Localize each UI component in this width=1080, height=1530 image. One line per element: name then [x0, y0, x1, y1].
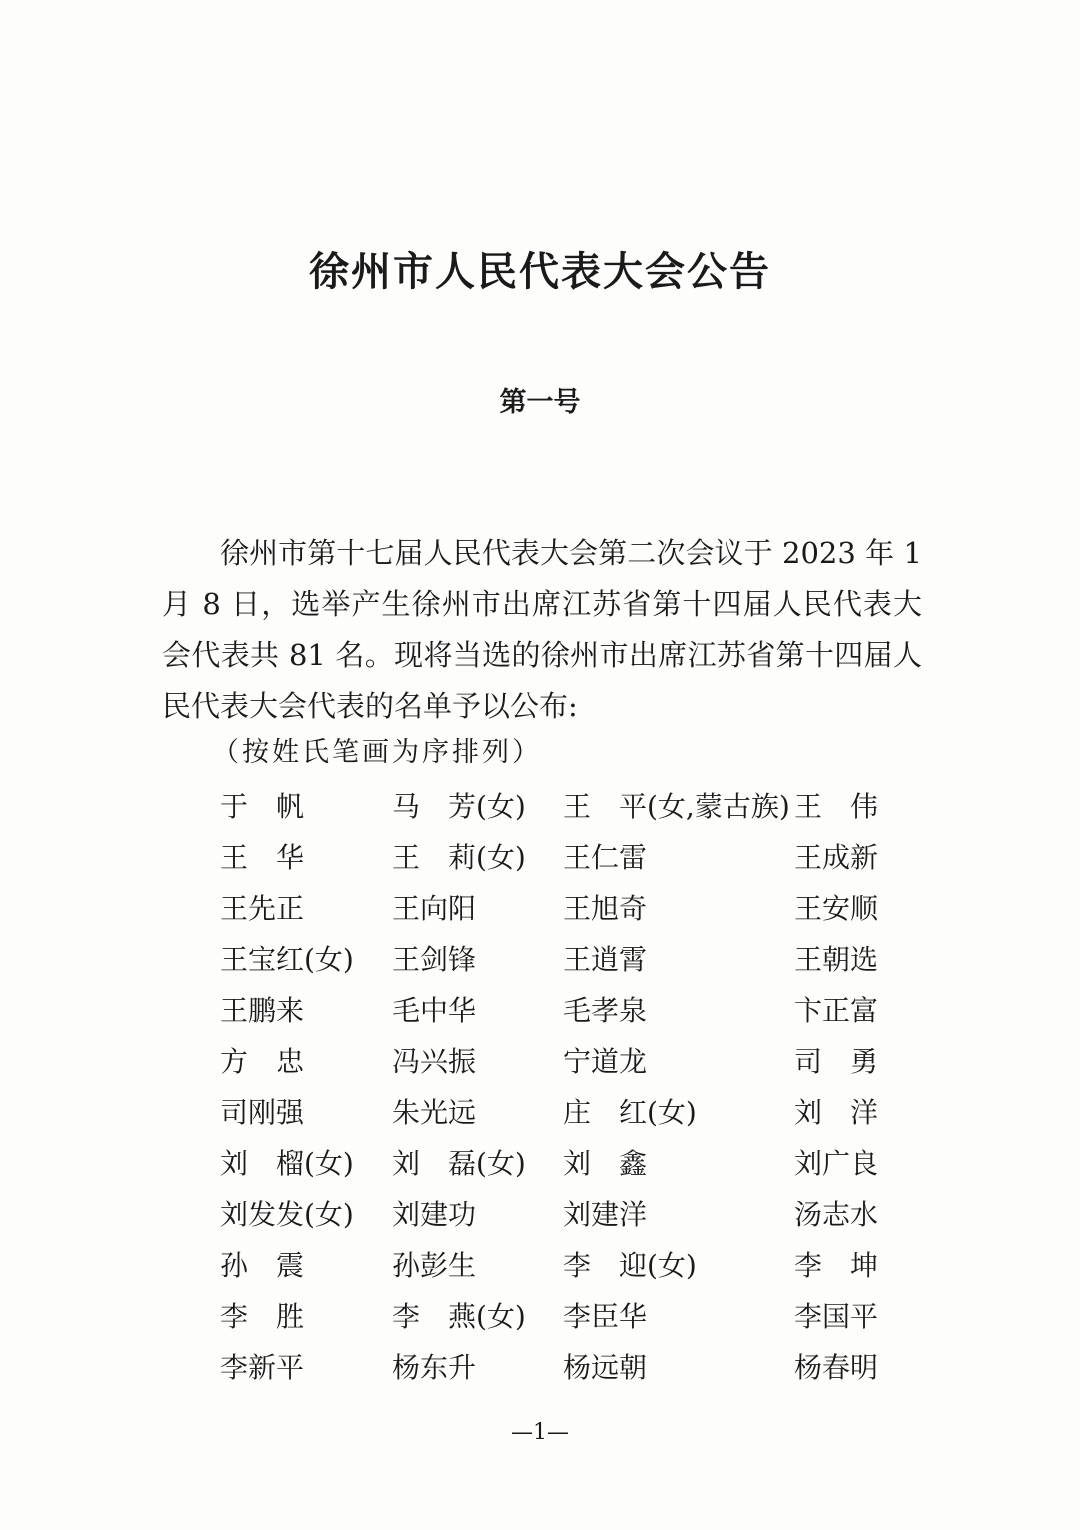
- name-row: [220, 938, 920, 989]
- representative-name: 于 帆: [220, 790, 305, 823]
- representative-name: 刘建功: [392, 1198, 477, 1231]
- representative-name: 王 华: [220, 841, 305, 874]
- representative-name: 司 勇: [794, 1045, 879, 1078]
- representative-name: 王向阳: [392, 892, 477, 925]
- representative-name: 王 莉(女): [392, 841, 526, 874]
- representative-name: 杨春明: [794, 1351, 879, 1384]
- representative-name: 司刚强: [220, 1096, 305, 1129]
- representative-name: 杨东升: [392, 1351, 477, 1384]
- representative-name: 刘 磊(女): [392, 1147, 526, 1180]
- representative-name: 孙彭生: [392, 1249, 477, 1282]
- representative-name: 王 平(女,蒙古族): [563, 790, 790, 823]
- representative-name: 李 燕(女): [392, 1300, 526, 1333]
- announcement-body: [162, 528, 922, 732]
- name-row: [220, 1040, 920, 1091]
- representative-name: 朱光远: [392, 1096, 477, 1129]
- name-row: [220, 1346, 920, 1397]
- representative-name: 王鹏来: [220, 994, 305, 1027]
- representative-name: 王安顺: [794, 892, 879, 925]
- representative-name: 刘广良: [794, 1147, 879, 1180]
- representative-name: 王宝红(女): [220, 943, 354, 976]
- ordering-note: （按姓氏笔画为序排列）: [212, 737, 542, 768]
- representative-name: 庄 红(女): [563, 1096, 697, 1129]
- representative-name: 刘 鑫: [563, 1147, 648, 1180]
- representative-name: 杨远朝: [563, 1351, 648, 1384]
- representative-name: 毛孝泉: [563, 994, 648, 1027]
- name-row: [220, 1193, 920, 1244]
- representative-name: 汤志水: [794, 1198, 879, 1231]
- representative-name: 毛中华: [392, 994, 477, 1027]
- representative-name: 刘建洋: [563, 1198, 648, 1231]
- representative-name: 刘 榴(女): [220, 1147, 354, 1180]
- representative-name: 王 伟: [794, 790, 879, 823]
- name-row: [220, 1142, 920, 1193]
- representative-name: 宁道龙: [563, 1045, 648, 1078]
- name-row: [220, 989, 920, 1040]
- representative-name: 刘发发(女): [220, 1198, 354, 1231]
- representative-name: 马 芳(女): [392, 790, 526, 823]
- representative-name: 王先正: [220, 892, 305, 925]
- document-title: 徐州市人民代表大会公告: [309, 248, 771, 295]
- representative-name: 王剑锋: [392, 943, 477, 976]
- page-number: —1—: [511, 1420, 569, 1445]
- representative-name: 李新平: [220, 1351, 305, 1384]
- representative-name: 王逍霄: [563, 943, 648, 976]
- representative-name: 王成新: [794, 841, 879, 874]
- representative-name: 李 坤: [794, 1249, 879, 1282]
- representative-name: 李 胜: [220, 1300, 305, 1333]
- name-row: [220, 887, 920, 938]
- representative-name: 刘 洋: [794, 1096, 879, 1129]
- name-row: [220, 1295, 920, 1346]
- representative-name: 王仁雷: [563, 841, 648, 874]
- representative-name: 李臣华: [563, 1300, 648, 1333]
- name-row: [220, 785, 920, 836]
- representative-name: 方 忠: [220, 1045, 305, 1078]
- representative-name: 王朝选: [794, 943, 879, 976]
- representative-name-list: [220, 785, 920, 1397]
- name-row: [220, 836, 920, 887]
- announcement-paragraph: 徐州市第十七届人民代表大会第二次会议于 2023 年 1 月 8 日，选举产生徐州市出席江苏省第十四届人民代表大会代表共 81 名。现将当选的徐州市出席江苏省第十四届人民代表大会代表的名单予以公布:: [162, 536, 922, 723]
- representative-name: 李国平: [794, 1300, 879, 1333]
- representative-name: 孙 震: [220, 1249, 305, 1282]
- representative-name: 李 迎(女): [563, 1249, 697, 1282]
- representative-name: 冯兴振: [392, 1045, 477, 1078]
- name-row: [220, 1244, 920, 1295]
- issue-number: 第一号: [499, 387, 581, 418]
- representative-name: 卞正富: [794, 994, 879, 1027]
- name-row: [220, 1091, 920, 1142]
- representative-name: 王旭奇: [563, 892, 648, 925]
